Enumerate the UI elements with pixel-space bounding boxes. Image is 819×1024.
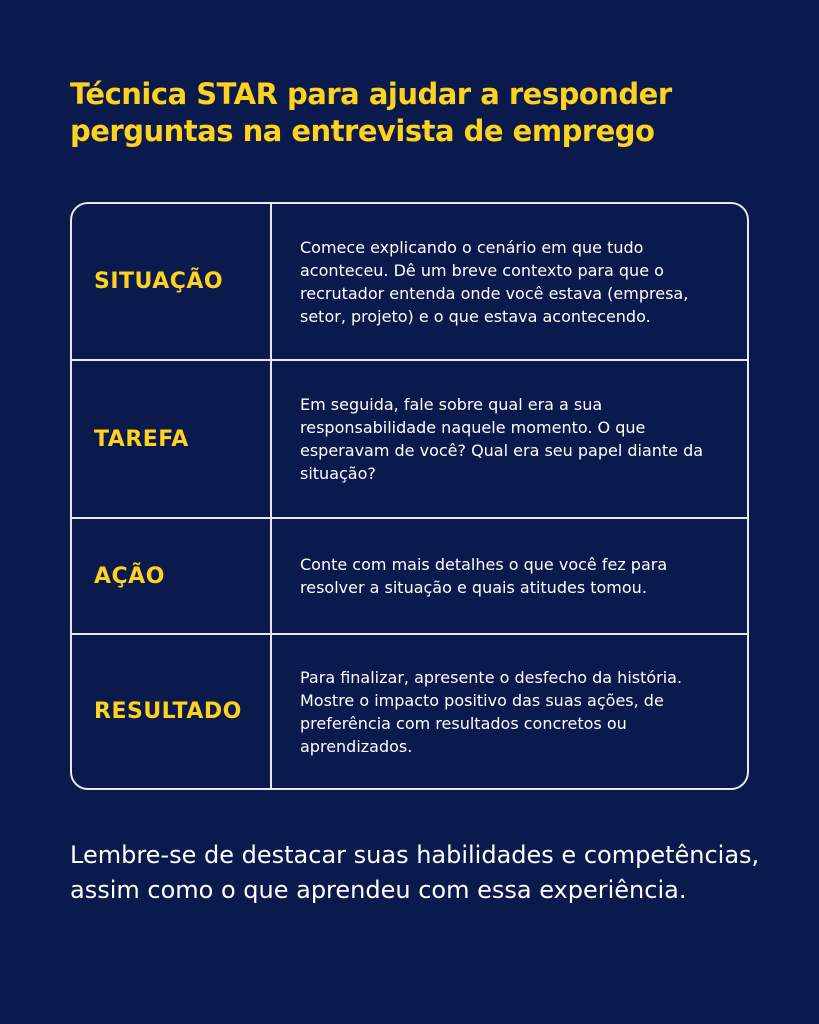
star-description-tarefa: Em seguida, fale sobre qual era a sua responsabilidade naquele momento. O que esperavam de você? Qual era seu papel diante da situação?: [300, 395, 704, 483]
star-label-resultado: RESULTADO: [72, 635, 272, 788]
star-table: [70, 202, 749, 790]
star-row-acao: [72, 519, 747, 635]
star-row-tarefa: [72, 361, 747, 519]
star-description-resultado: Para finalizar, apresente o desfecho da história. Mostre o impacto positivo das suas ações, de preferência com resultados concretos ou aprendizados.: [300, 667, 683, 756]
star-description-situacao: Comece explicando o cenário em que tudo aconteceu. Dê um breve contexto para que o recrutador entenda onde você estava (empresa, setor, projeto) e o que estava acontecendo.: [300, 237, 689, 326]
star-description-acao: Conte com mais detalhes o que você fez para resolver a situação e quais atitudes tomou.: [300, 555, 668, 597]
page-title: Técnica STAR para ajudar a responder perguntas na entrevista de emprego: [70, 77, 672, 148]
star-row-resultado: [72, 635, 747, 788]
star-label-situacao: SITUAÇÃO: [72, 204, 272, 359]
footer-note: Lembre-se de destacar suas habilidades e competências, assim como o que aprendeu com essa experiência.: [70, 841, 760, 904]
star-label-tarefa: TAREFA: [72, 361, 272, 517]
star-label-acao: AÇÃO: [72, 519, 272, 633]
star-row-situacao: [72, 204, 747, 361]
